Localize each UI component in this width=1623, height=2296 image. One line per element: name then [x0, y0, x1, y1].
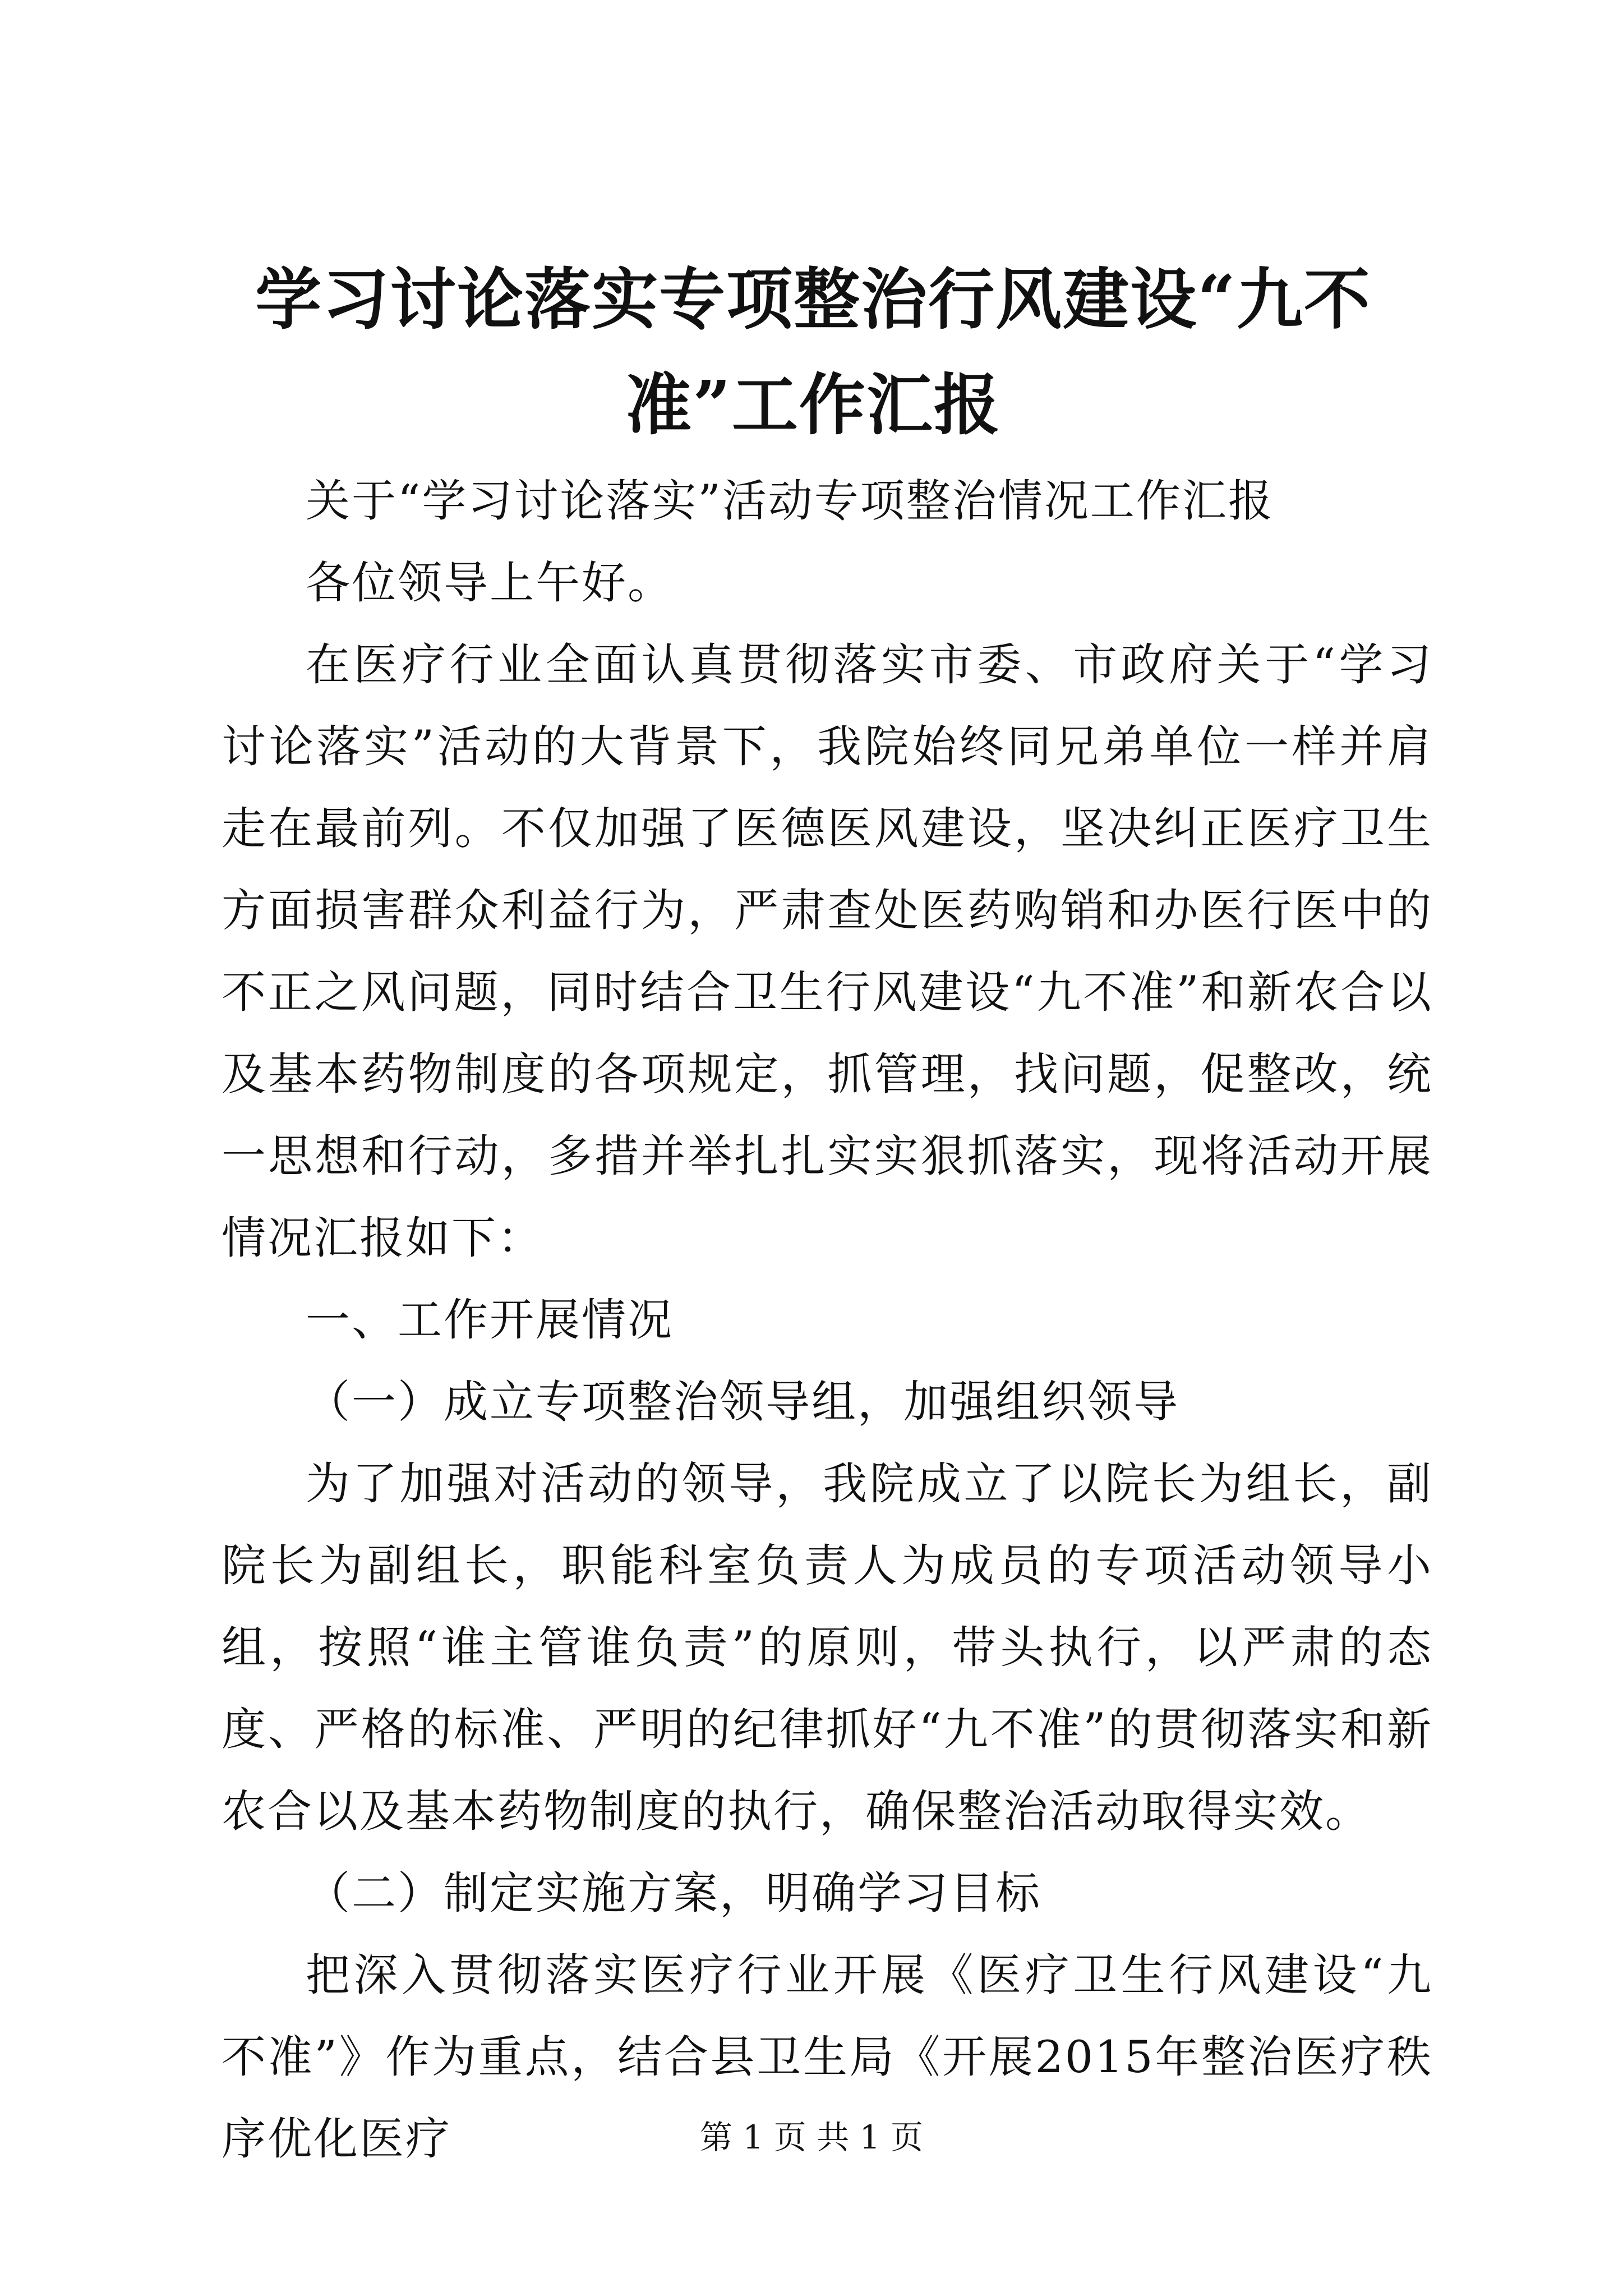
paragraph-greeting: 各位领导上午好。 — [306, 557, 674, 609]
paragraph-intro: 在医疗行业全面认真贯彻落实市委、市政府关于“学习讨论落实”活动的大背景下，我院始终同兄弟单位一样并肩走在最前列。不仅加强了医德医风建设，坚决纠正医疗卫生方面损害群众利益行为，严肃查处医药购销和办医行医中的不正之风问题，同时结合卫生行风建设“九不准”和新农合以及基本药物制度的各项规定，抓管理，找问题，促整改，统一思想和行动，多措并举扎扎实实狠抓落实，现将活动开展情况汇报如下： — [222, 639, 1433, 1264]
subsection-heading-2: （二）制定实施方案，明确学习目标 — [306, 1867, 1041, 1919]
subsection-heading-1: （一）成立专项整治领导组，加强组织领导 — [306, 1376, 1179, 1428]
document-title: 学习讨论落实专项整治行风建设“九不准”工作汇报 — [255, 260, 1371, 444]
paragraph-report-heading: 关于“学习讨论落实”活动专项整治情况工作汇报 — [306, 475, 1274, 527]
section-heading-1: 一、工作开展情况 — [306, 1294, 674, 1346]
paragraph-plan: 把深入贯彻落实医疗行业开展《医疗卫生行风建设“九不准”》作为重点，结合县卫生局《开展2015年整治医疗秩序优化医疗 — [222, 1949, 1433, 2165]
page-footer: 第 1 页 共 1 页 — [700, 2118, 923, 2156]
paragraph-leadership: 为了加强对活动的领导，我院成立了以院长为组长，副院长为副组长，职能科室负责人为成员的专项活动领导小组，按照“谁主管谁负责”的原则，带头执行，以严肃的态度、严格的标准、严明的纪律抓好“九不准”的贯彻落实和新农合以及基本药物制度的执行，确保整治活动取得实效。 — [222, 1458, 1433, 1837]
document-body — [222, 460, 1433, 2180]
